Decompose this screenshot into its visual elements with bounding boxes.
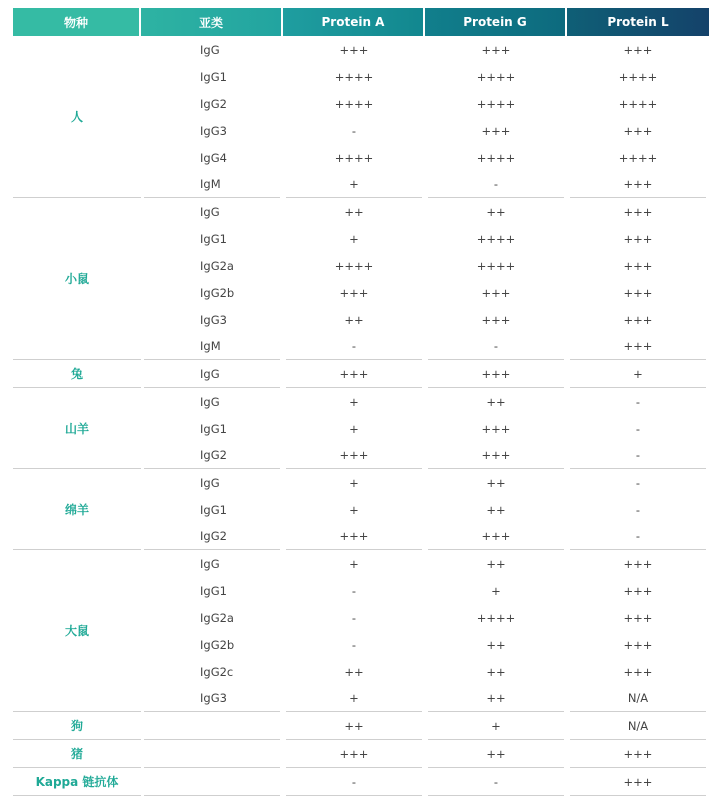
protein-g-cell-value: +++ <box>428 523 564 550</box>
protein-l-cell <box>567 740 709 768</box>
subclass-cell <box>141 252 283 279</box>
protein-g-cell <box>425 225 567 252</box>
protein-a-cell <box>283 171 425 198</box>
subclass-cell-value: IgG <box>144 361 280 388</box>
protein-l-cell-value: +++ <box>570 333 706 360</box>
protein-g-cell <box>425 631 567 658</box>
protein-l-cell <box>567 685 709 712</box>
protein-l-cell <box>567 712 709 740</box>
protein-g-cell <box>425 415 567 442</box>
header-protein-l: Protein L <box>567 8 709 36</box>
protein-a-cell <box>283 415 425 442</box>
subclass-cell-value: IgG1 <box>200 231 227 246</box>
protein-l-cell-value: +++ <box>623 556 653 571</box>
protein-a-cell-value: + <box>349 394 359 409</box>
subclass-cell <box>141 279 283 306</box>
protein-a-cell-value: ++++ <box>334 69 374 84</box>
table-row <box>13 740 709 768</box>
antibody-binding-table <box>13 8 709 796</box>
protein-g-cell-value: ++ <box>486 556 506 571</box>
protein-a-cell-value: +++ <box>339 285 369 300</box>
protein-g-cell-value: + <box>428 713 564 740</box>
subclass-cell-value: IgG3 <box>200 312 227 327</box>
protein-a-cell <box>283 631 425 658</box>
protein-a-cell <box>283 712 425 740</box>
protein-g-cell <box>425 360 567 388</box>
protein-a-cell-value: + <box>349 556 359 571</box>
species-cell: 猪 <box>13 740 141 768</box>
protein-a-cell-value: +++ <box>339 42 369 57</box>
subclass-cell <box>141 117 283 144</box>
table-row <box>13 768 709 796</box>
protein-a-cell-value: + <box>349 421 359 436</box>
protein-l-cell <box>567 442 709 469</box>
protein-a-cell <box>283 740 425 768</box>
protein-g-cell-value: - <box>428 333 564 360</box>
protein-g-cell-value: ++ <box>486 394 506 409</box>
protein-l-cell <box>567 523 709 550</box>
protein-a-cell <box>283 144 425 171</box>
species-cell: 小鼠 <box>13 198 141 360</box>
table-body <box>13 36 709 796</box>
protein-g-cell <box>425 333 567 360</box>
protein-a-cell <box>283 550 425 577</box>
protein-a-cell-value: - <box>351 123 357 138</box>
subclass-cell-value: IgG2c <box>200 664 234 679</box>
protein-a-cell <box>283 279 425 306</box>
protein-g-cell <box>425 144 567 171</box>
protein-g-cell-value: ++ <box>428 741 564 768</box>
protein-a-cell-value: - <box>351 583 357 598</box>
protein-a-cell <box>283 225 425 252</box>
protein-a-cell-value: + <box>349 502 359 517</box>
protein-l-cell-value: +++ <box>623 610 653 625</box>
protein-l-cell-value: +++ <box>623 204 653 219</box>
protein-l-cell <box>567 360 709 388</box>
protein-g-cell-value: +++ <box>481 42 511 57</box>
protein-l-cell <box>567 306 709 333</box>
protein-g-cell <box>425 496 567 523</box>
protein-a-cell <box>283 117 425 144</box>
protein-a-cell <box>283 36 425 63</box>
protein-g-cell-value: ++ <box>486 204 506 219</box>
table-row <box>13 36 709 63</box>
protein-a-cell-value: +++ <box>286 523 422 550</box>
subclass-cell <box>141 415 283 442</box>
protein-l-cell <box>567 90 709 117</box>
protein-l-cell-value: +++ <box>623 258 653 273</box>
subclass-cell-value: IgG1 <box>200 502 227 517</box>
protein-g-cell <box>425 550 567 577</box>
protein-g-cell-value: ++++ <box>476 69 516 84</box>
protein-g-cell <box>425 604 567 631</box>
subclass-cell-value: IgG <box>200 394 220 409</box>
protein-l-cell-value: +++ <box>570 171 706 198</box>
protein-a-cell <box>283 252 425 279</box>
subclass-cell-value: IgG2 <box>200 96 227 111</box>
table-row <box>13 198 709 225</box>
table-header <box>13 8 709 36</box>
protein-l-cell-value: +++ <box>623 637 653 652</box>
subclass-cell <box>141 712 283 740</box>
protein-g-cell <box>425 740 567 768</box>
table-row <box>13 550 709 577</box>
subclass-cell <box>141 144 283 171</box>
protein-l-cell <box>567 658 709 685</box>
protein-l-cell <box>567 631 709 658</box>
species-cell: 绵羊 <box>13 469 141 550</box>
protein-g-cell <box>425 523 567 550</box>
protein-a-cell-value: - <box>286 769 422 796</box>
protein-a-cell-value: + <box>349 231 359 246</box>
header-protein-g: Protein G <box>425 8 567 36</box>
protein-l-cell-value: - <box>635 475 641 490</box>
protein-a-cell <box>283 768 425 796</box>
protein-g-cell-value: ++ <box>486 502 506 517</box>
header-row <box>13 8 709 36</box>
protein-a-cell <box>283 198 425 225</box>
protein-g-cell-value: +++ <box>481 312 511 327</box>
protein-l-cell-value: + <box>570 361 706 388</box>
protein-g-cell-value: ++++ <box>476 231 516 246</box>
species-cell: 大鼠 <box>13 550 141 712</box>
subclass-cell-value <box>144 713 280 740</box>
protein-l-cell <box>567 577 709 604</box>
protein-a-cell-value: ++ <box>344 664 364 679</box>
protein-l-cell <box>567 469 709 496</box>
protein-g-cell-value: ++ <box>486 664 506 679</box>
protein-l-cell-value: +++ <box>623 664 653 679</box>
subclass-cell-value <box>144 769 280 796</box>
protein-l-cell-value: +++ <box>623 312 653 327</box>
protein-a-cell-value: ++++ <box>334 96 374 111</box>
protein-a-cell <box>283 577 425 604</box>
subclass-cell <box>141 360 283 388</box>
protein-g-cell-value: - <box>428 769 564 796</box>
protein-l-cell-value: - <box>635 394 641 409</box>
protein-l-cell-value: ++++ <box>618 96 658 111</box>
protein-l-cell <box>567 144 709 171</box>
protein-a-cell-value: + <box>286 685 422 712</box>
protein-a-cell <box>283 496 425 523</box>
protein-g-cell <box>425 117 567 144</box>
protein-l-cell-value: +++ <box>570 769 706 796</box>
protein-l-cell <box>567 768 709 796</box>
subclass-cell <box>141 631 283 658</box>
protein-g-cell <box>425 469 567 496</box>
protein-g-cell-value: ++++ <box>476 610 516 625</box>
subclass-cell <box>141 496 283 523</box>
subclass-cell-value: IgG2a <box>200 258 234 273</box>
subclass-cell-value: IgG1 <box>200 583 227 598</box>
protein-a-cell-value: - <box>286 333 422 360</box>
table-row <box>13 360 709 388</box>
protein-l-cell <box>567 415 709 442</box>
protein-a-cell-value: ++++ <box>334 150 374 165</box>
protein-l-cell-value: N/A <box>570 713 706 740</box>
protein-g-cell <box>425 252 567 279</box>
protein-g-cell-value: - <box>428 171 564 198</box>
table-row <box>13 469 709 496</box>
protein-g-cell <box>425 685 567 712</box>
protein-l-cell <box>567 36 709 63</box>
subclass-cell <box>141 442 283 469</box>
species-cell: 狗 <box>13 712 141 740</box>
subclass-cell-value: IgG1 <box>200 69 227 84</box>
subclass-cell-value: IgG <box>200 556 220 571</box>
subclass-cell-value: IgM <box>144 171 280 198</box>
protein-a-cell <box>283 604 425 631</box>
subclass-cell <box>141 685 283 712</box>
protein-g-cell <box>425 36 567 63</box>
protein-a-cell <box>283 360 425 388</box>
protein-l-cell <box>567 252 709 279</box>
subclass-cell <box>141 306 283 333</box>
subclass-cell <box>141 658 283 685</box>
subclass-cell-value: IgG <box>200 42 220 57</box>
protein-a-cell <box>283 523 425 550</box>
protein-a-cell <box>283 90 425 117</box>
subclass-cell <box>141 577 283 604</box>
protein-a-cell <box>283 333 425 360</box>
protein-l-cell-value: - <box>635 502 641 517</box>
protein-l-cell-value: - <box>570 523 706 550</box>
protein-l-cell-value: +++ <box>623 42 653 57</box>
protein-a-cell-value: ++++ <box>334 258 374 273</box>
protein-g-cell-value: ++++ <box>476 258 516 273</box>
subclass-cell <box>141 225 283 252</box>
subclass-cell-value: IgM <box>144 333 280 360</box>
protein-g-cell-value: +++ <box>481 285 511 300</box>
protein-l-cell <box>567 225 709 252</box>
protein-g-cell <box>425 577 567 604</box>
protein-a-cell-value: - <box>351 610 357 625</box>
subclass-cell-value: IgG1 <box>200 421 227 436</box>
protein-a-cell <box>283 442 425 469</box>
protein-g-cell <box>425 306 567 333</box>
subclass-cell-value: IgG2 <box>144 442 280 469</box>
protein-l-cell <box>567 604 709 631</box>
table-row <box>13 712 709 740</box>
protein-l-cell-value: +++ <box>623 231 653 246</box>
header-subclass: 亚类 <box>141 8 283 36</box>
protein-g-cell-value: +++ <box>428 361 564 388</box>
subclass-cell-value: IgG2b <box>200 637 235 652</box>
protein-l-cell <box>567 550 709 577</box>
subclass-cell <box>141 171 283 198</box>
subclass-cell-value: IgG <box>200 204 220 219</box>
protein-l-cell <box>567 333 709 360</box>
protein-g-cell <box>425 171 567 198</box>
header-species: 物种 <box>13 8 141 36</box>
subclass-cell <box>141 523 283 550</box>
subclass-cell <box>141 469 283 496</box>
protein-l-cell-value: +++ <box>623 285 653 300</box>
species-cell: 人 <box>13 36 141 198</box>
species-cell: Kappa 链抗体 <box>13 768 141 796</box>
protein-g-cell-value: + <box>491 583 501 598</box>
subclass-cell <box>141 90 283 117</box>
protein-a-cell <box>283 306 425 333</box>
protein-l-cell-value: N/A <box>570 685 706 712</box>
protein-l-cell <box>567 117 709 144</box>
protein-a-cell-value: ++ <box>344 312 364 327</box>
protein-g-cell <box>425 768 567 796</box>
subclass-cell <box>141 604 283 631</box>
subclass-cell <box>141 36 283 63</box>
subclass-cell <box>141 550 283 577</box>
subclass-cell-value: IgG2b <box>200 285 235 300</box>
protein-a-cell <box>283 63 425 90</box>
protein-l-cell <box>567 279 709 306</box>
subclass-cell <box>141 63 283 90</box>
protein-l-cell-value: +++ <box>570 741 706 768</box>
protein-a-cell-value: +++ <box>286 442 422 469</box>
subclass-cell-value: IgG3 <box>144 685 280 712</box>
binding-table-container <box>13 8 709 796</box>
protein-a-cell-value: +++ <box>286 361 422 388</box>
species-cell: 兔 <box>13 360 141 388</box>
protein-a-cell-value: ++ <box>286 713 422 740</box>
protein-l-cell-value: - <box>570 442 706 469</box>
protein-l-cell-value: - <box>635 421 641 436</box>
subclass-cell-value: IgG2 <box>144 523 280 550</box>
protein-g-cell <box>425 90 567 117</box>
protein-g-cell-value: ++++ <box>476 96 516 111</box>
subclass-cell <box>141 333 283 360</box>
protein-g-cell <box>425 712 567 740</box>
subclass-cell <box>141 388 283 415</box>
protein-l-cell-value: ++++ <box>618 69 658 84</box>
protein-a-cell-value: ++ <box>344 204 364 219</box>
protein-g-cell-value: +++ <box>481 123 511 138</box>
subclass-cell-value <box>144 741 280 768</box>
protein-a-cell <box>283 685 425 712</box>
subclass-cell-value: IgG2a <box>200 610 234 625</box>
table-row <box>13 388 709 415</box>
protein-g-cell-value: ++ <box>428 685 564 712</box>
subclass-cell <box>141 740 283 768</box>
header-protein-a: Protein A <box>283 8 425 36</box>
protein-g-cell-value: +++ <box>481 421 511 436</box>
protein-a-cell-value: + <box>349 475 359 490</box>
protein-g-cell <box>425 442 567 469</box>
protein-a-cell-value: +++ <box>286 741 422 768</box>
protein-a-cell-value: - <box>351 637 357 652</box>
protein-g-cell <box>425 279 567 306</box>
protein-l-cell-value: +++ <box>623 123 653 138</box>
protein-g-cell <box>425 63 567 90</box>
protein-l-cell <box>567 198 709 225</box>
protein-g-cell-value: ++ <box>486 475 506 490</box>
subclass-cell-value: IgG <box>200 475 220 490</box>
protein-a-cell-value: + <box>286 171 422 198</box>
protein-l-cell <box>567 63 709 90</box>
subclass-cell <box>141 768 283 796</box>
subclass-cell-value: IgG3 <box>200 123 227 138</box>
protein-g-cell-value: +++ <box>428 442 564 469</box>
species-cell: 山羊 <box>13 388 141 469</box>
protein-a-cell <box>283 388 425 415</box>
subclass-cell <box>141 198 283 225</box>
protein-l-cell <box>567 388 709 415</box>
protein-g-cell-value: ++++ <box>476 150 516 165</box>
protein-l-cell <box>567 171 709 198</box>
protein-g-cell <box>425 198 567 225</box>
protein-g-cell <box>425 658 567 685</box>
protein-l-cell-value: +++ <box>623 583 653 598</box>
protein-a-cell <box>283 658 425 685</box>
protein-l-cell-value: ++++ <box>618 150 658 165</box>
protein-g-cell <box>425 388 567 415</box>
protein-a-cell <box>283 469 425 496</box>
protein-l-cell <box>567 496 709 523</box>
protein-g-cell-value: ++ <box>486 637 506 652</box>
subclass-cell-value: IgG4 <box>200 150 227 165</box>
